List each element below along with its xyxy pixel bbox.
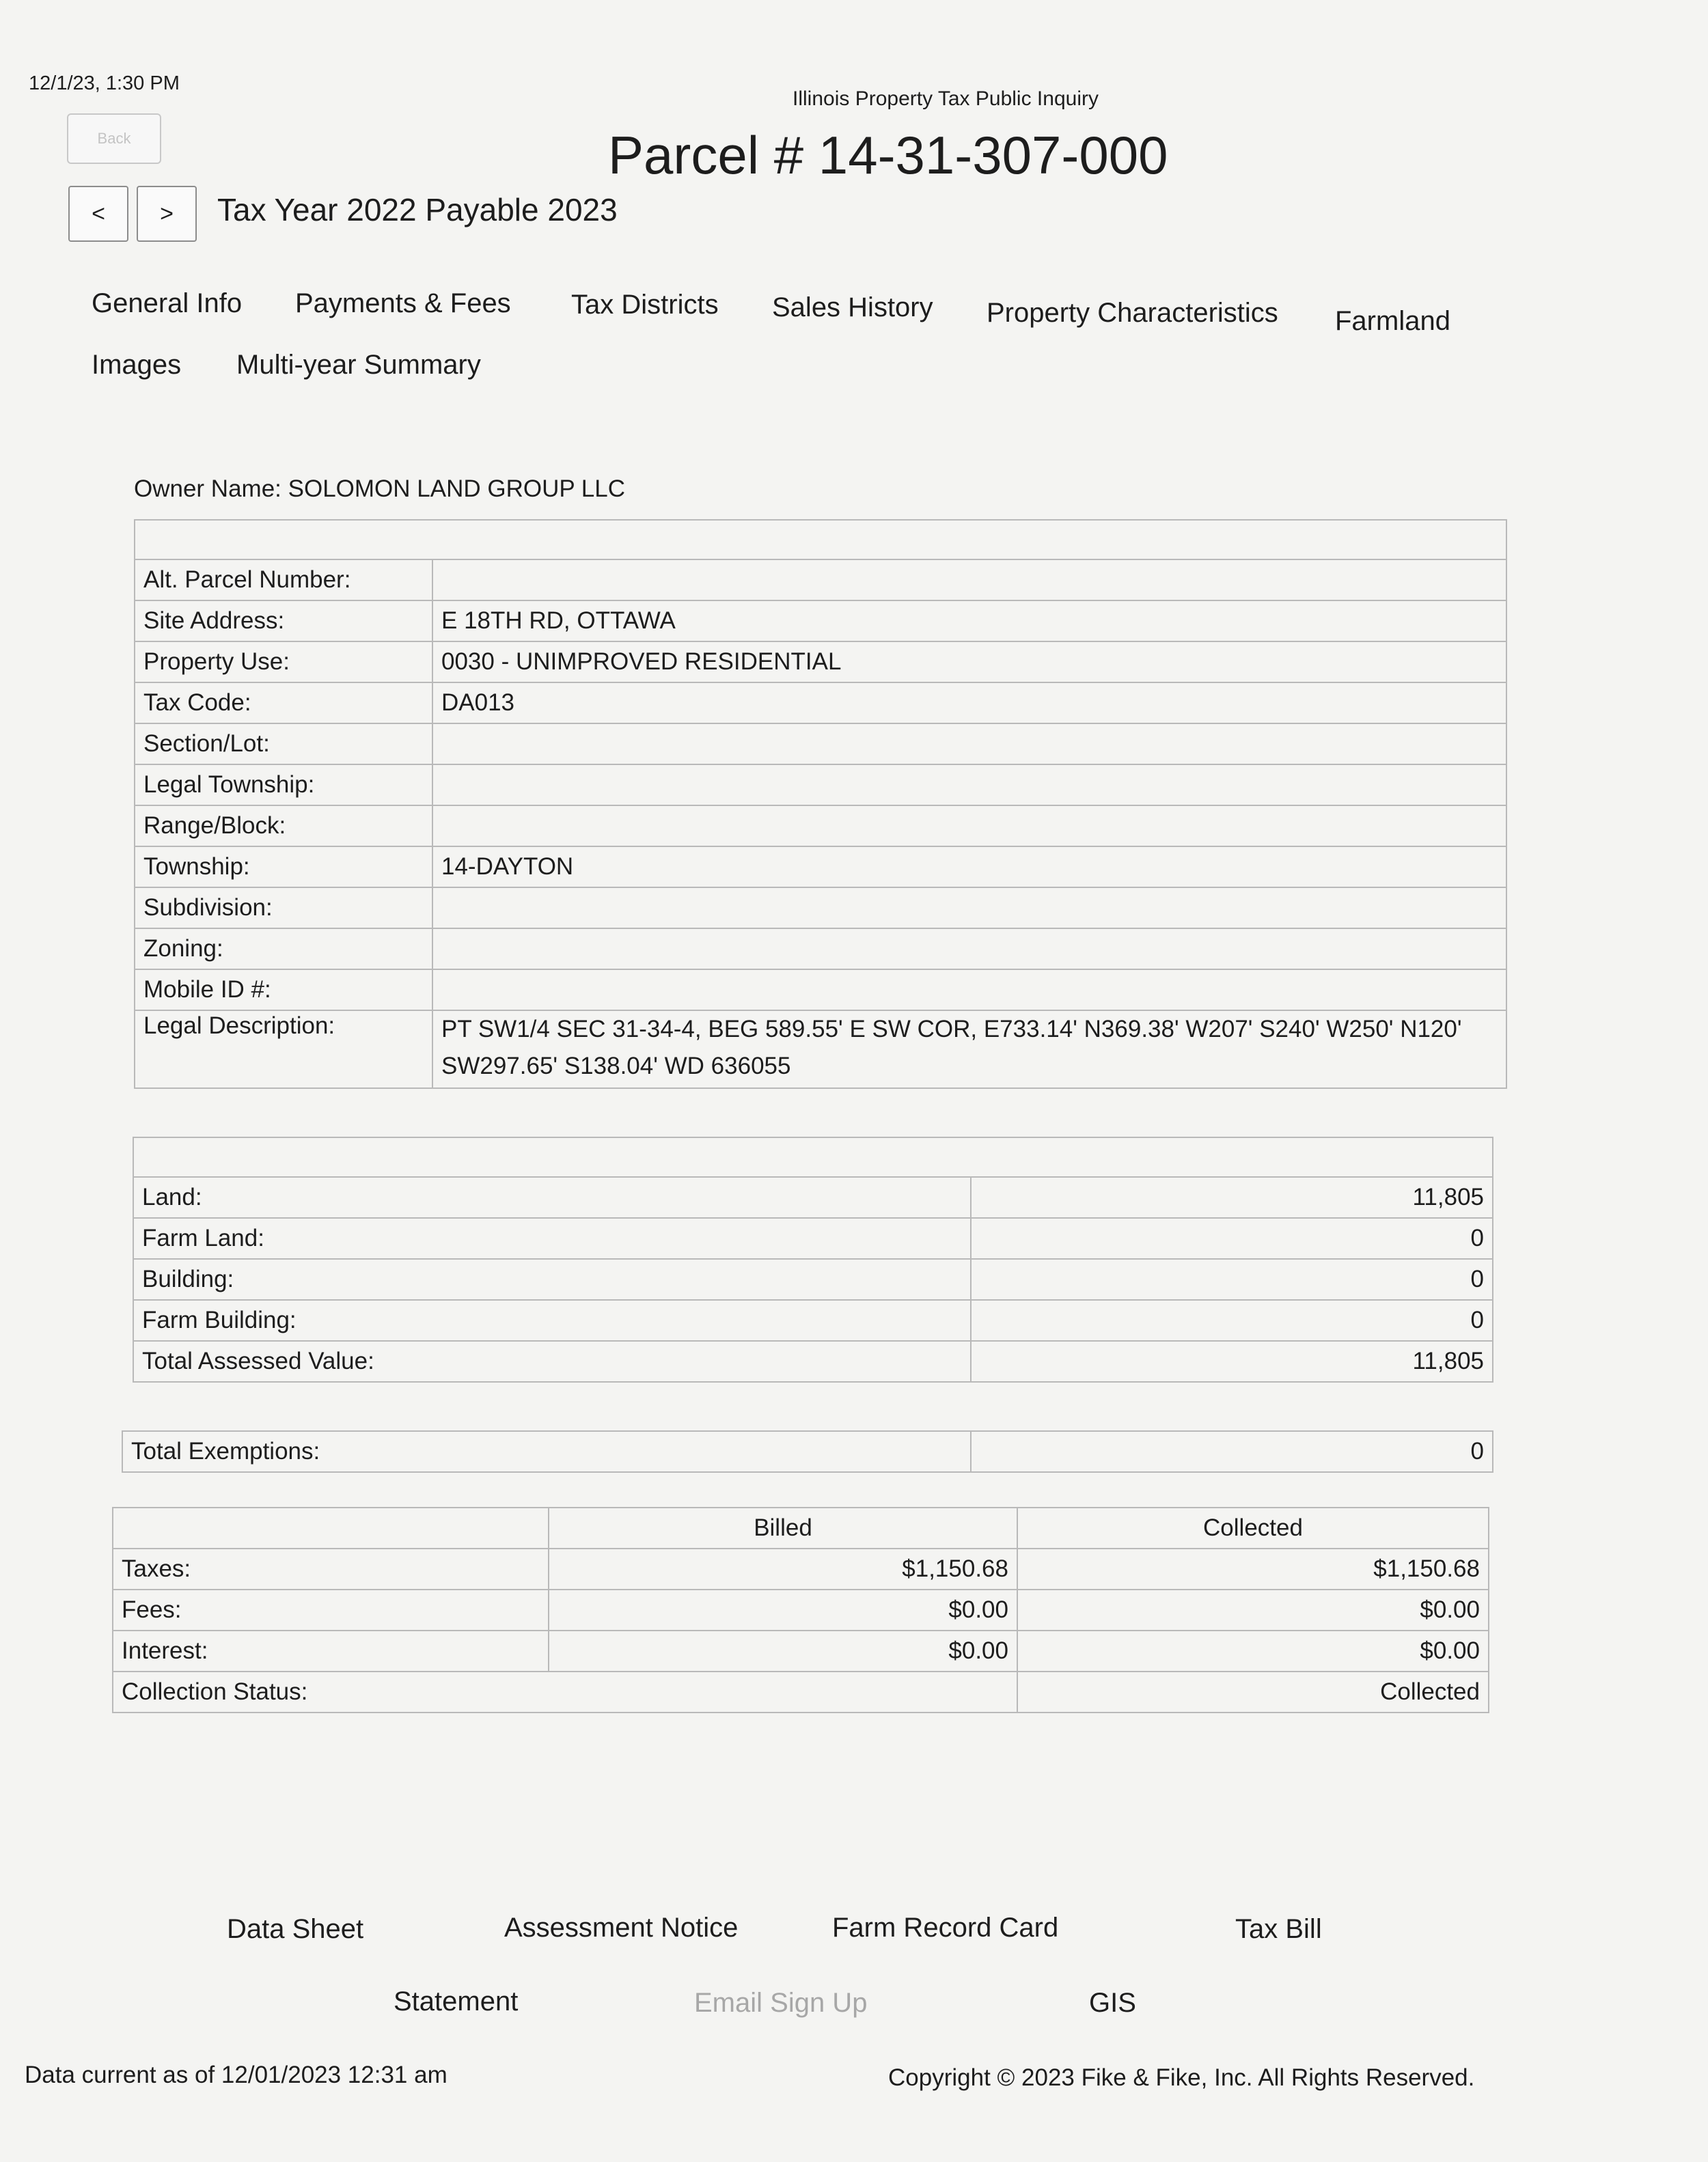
row-label: Township: (135, 846, 432, 887)
row-value: 0 (971, 1259, 1493, 1300)
data-sheet-link[interactable]: Data Sheet (227, 1914, 364, 1944)
column-header-collected: Collected (1017, 1508, 1489, 1549)
row-value: 0 (971, 1300, 1493, 1341)
owner-name-value: SOLOMON LAND GROUP LLC (288, 475, 626, 502)
table-row (133, 1177, 1493, 1218)
collection-status-label: Collection Status: (113, 1672, 1017, 1713)
app-title: Illinois Property Tax Public Inquiry (793, 87, 1099, 110)
row-value (432, 723, 1506, 764)
row-value (432, 969, 1506, 1010)
table-header-row (135, 520, 1506, 559)
row-label: Alt. Parcel Number: (135, 559, 432, 600)
collected-value: $0.00 (1017, 1631, 1489, 1672)
collected-value: $0.00 (1017, 1590, 1489, 1631)
row-label: Subdivision: (135, 887, 432, 928)
back-button[interactable]: Back (67, 113, 161, 164)
assessment-table (133, 1137, 1493, 1383)
row-value (432, 928, 1506, 969)
row-label: Property Use: (135, 641, 432, 682)
row-label: Range/Block: (135, 805, 432, 846)
row-label: Legal Description: (135, 1010, 432, 1088)
table-row (135, 600, 1506, 641)
row-label: Taxes: (113, 1549, 549, 1590)
row-label: Site Address: (135, 600, 432, 641)
next-year-button[interactable]: > (137, 186, 197, 242)
table-row (133, 1341, 1493, 1382)
row-label: Total Exemptions: (122, 1431, 971, 1472)
row-value: 14-DAYTON (432, 846, 1506, 887)
owner-name (134, 475, 625, 503)
row-label: Zoning: (135, 928, 432, 969)
billed-value: $0.00 (549, 1590, 1017, 1631)
row-value: 11,805 (971, 1341, 1493, 1382)
billed-value: $1,150.68 (549, 1549, 1017, 1590)
print-timestamp: 12/1/23, 1:30 PM (29, 72, 180, 94)
billed-value: $0.00 (549, 1631, 1017, 1672)
row-label: Section/Lot: (135, 723, 432, 764)
row-label: Total Assessed Value: (133, 1341, 971, 1382)
tax-year-label: Tax Year 2022 Payable 2023 (217, 192, 618, 227)
table-row (133, 1259, 1493, 1300)
row-value: 11,805 (971, 1177, 1493, 1218)
gis-link[interactable]: GIS (1089, 1988, 1136, 2018)
table-row (135, 887, 1506, 928)
row-value: 0030 - UNIMPROVED RESIDENTIAL (432, 641, 1506, 682)
blank-header-cell (135, 520, 1506, 559)
row-value (432, 764, 1506, 805)
table-row (113, 1590, 1489, 1631)
previous-year-button[interactable]: < (68, 186, 128, 242)
column-header (113, 1508, 549, 1549)
row-label: Farm Land: (133, 1218, 971, 1259)
billing-table (112, 1507, 1489, 1713)
row-label: Tax Code: (135, 682, 432, 723)
row-label: Fees: (113, 1590, 549, 1631)
blank-header-cell (133, 1137, 1493, 1177)
tab-multi-year-summary[interactable]: Multi-year Summary (236, 350, 481, 380)
tab-general-info[interactable]: General Info (92, 288, 243, 318)
row-value (432, 805, 1506, 846)
table-header-row (133, 1137, 1493, 1177)
exemptions-table (122, 1430, 1493, 1473)
assessment-notice-link[interactable]: Assessment Notice (504, 1913, 739, 1943)
parcel-title: Parcel # 14-31-307-000 (608, 125, 1168, 185)
table-row (113, 1631, 1489, 1672)
row-value: 0 (971, 1218, 1493, 1259)
row-value: E 18TH RD, OTTAWA (432, 600, 1506, 641)
table-row (135, 641, 1506, 682)
table-row (135, 559, 1506, 600)
table-row (135, 805, 1506, 846)
table-row (135, 846, 1506, 887)
row-value: DA013 (432, 682, 1506, 723)
table-row (135, 969, 1506, 1010)
row-label: Farm Building: (133, 1300, 971, 1341)
copyright-note: Copyright © 2023 Fike & Fike, Inc. All Rights Reserved. (888, 2064, 1475, 2091)
tab-sales-history[interactable]: Sales History (772, 292, 933, 322)
table-row (135, 764, 1506, 805)
owner-name-label: Owner Name: (134, 475, 281, 502)
row-label: Mobile ID #: (135, 969, 432, 1010)
row-label: Interest: (113, 1631, 549, 1672)
table-row (113, 1672, 1489, 1713)
table-header-row (113, 1508, 1489, 1549)
legal-description-value: PT SW1/4 SEC 31-34-4, BEG 589.55' E SW COR, E733.14' N369.38' W207' S240' W250' N120' SW297.65' S138.04' WD 636055 (432, 1010, 1506, 1088)
tab-images[interactable]: Images (92, 350, 182, 380)
table-row (122, 1431, 1493, 1472)
row-label: Building: (133, 1259, 971, 1300)
table-row (133, 1300, 1493, 1341)
table-row (135, 928, 1506, 969)
tax-bill-link[interactable]: Tax Bill (1235, 1914, 1322, 1944)
row-label: Land: (133, 1177, 971, 1218)
tab-payments-fees[interactable]: Payments & Fees (295, 288, 511, 318)
table-row (135, 723, 1506, 764)
farm-record-card-link[interactable]: Farm Record Card (832, 1913, 1059, 1943)
row-value (432, 559, 1506, 600)
table-row (133, 1218, 1493, 1259)
table-row (113, 1549, 1489, 1590)
table-row (135, 1010, 1506, 1088)
collection-status-value: Collected (1017, 1672, 1489, 1713)
tab-farmland[interactable]: Farmland (1335, 306, 1450, 336)
row-label: Legal Township: (135, 764, 432, 805)
tab-property-characteristics[interactable]: Property Characteristics (987, 298, 1278, 328)
data-current-note: Data current as of 12/01/2023 12:31 am (25, 2062, 447, 2088)
statement-link[interactable]: Statement (394, 1986, 519, 2017)
collected-value: $1,150.68 (1017, 1549, 1489, 1590)
row-value: 0 (971, 1431, 1493, 1472)
column-header-billed: Billed (549, 1508, 1017, 1549)
email-sign-up-link[interactable]: Email Sign Up (694, 1988, 868, 2018)
property-info-table (134, 519, 1507, 1089)
table-row (135, 682, 1506, 723)
tab-tax-districts[interactable]: Tax Districts (571, 290, 719, 320)
row-value (432, 887, 1506, 928)
